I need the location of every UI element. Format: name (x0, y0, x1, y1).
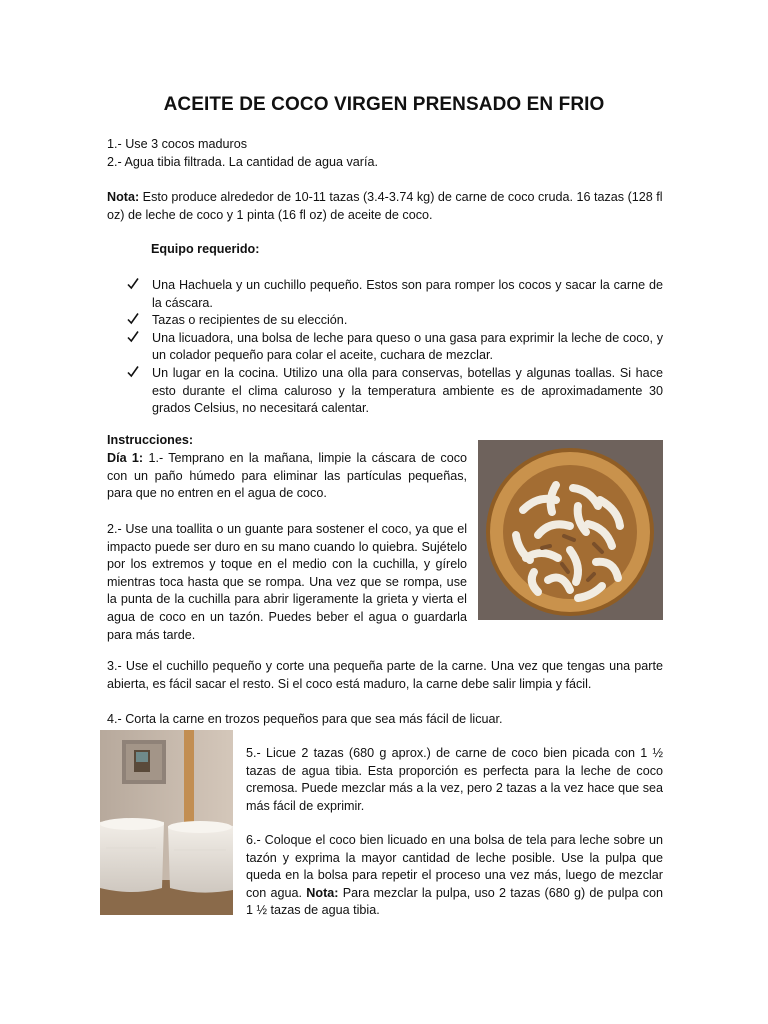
step-4: 4.- Corta la carne en trozos pequeños para que sea más fácil de licuar. (107, 712, 503, 726)
equipment-item (127, 330, 663, 365)
coconut-milk-photo (100, 730, 233, 915)
equipment-checklist (127, 277, 663, 418)
ingredient-2: 2.- Agua tibia filtrada. La cantidad de agua varía. (107, 154, 378, 169)
step-6-text: 6.- Coloque el coco bien licuado en una bolsa de tela para leche sobre un tazón y exprima la mayor cantidad de leche posible. Use la pulpa que queda en la bolsa para repetir el proceso una vez más, luego de mezclar con agua. (246, 833, 663, 900)
equipment-item-text: Una licuadora, una bolsa de leche para queso o una gasa para exprimir la leche de coco, y un colador pequeño para colar el aceite, cuchara de mezclar. (152, 330, 663, 363)
document-title: ACEITE DE COCO VIRGEN PRENSADO EN FRIO (163, 94, 605, 115)
equipment-item (127, 277, 663, 312)
check-icon (127, 312, 145, 331)
equipment-item (127, 365, 663, 418)
check-icon (127, 330, 145, 349)
equipment-heading: Equipo requerido: (151, 242, 260, 256)
step-6-note-label: Nota: (306, 885, 339, 900)
equipment-item-text: Tazas o recipientes de su elección. (152, 313, 348, 328)
step-6 (246, 832, 663, 920)
step-3: 3.- Use el cuchillo pequeño y corte una pequeña parte de la carne. Una vez que tengas una parte abierta, es fácil sacar el resto. Si el coco está maduro, la carne debe salir limpia y fácil. (107, 659, 663, 691)
step-1-text: 1.- Temprano en la mañana, limpie la cáscara de coco con un paño húmedo para eliminar las partículas pequeñas, para que no entren en el agua de coco. (107, 451, 468, 501)
ingredient-1: 1.- Use 3 cocos maduros (107, 137, 247, 151)
nota-label: Nota: (107, 190, 140, 204)
step-6-note-text: Para mezclar la pulpa, uso 2 tazas (680 g) de pulpa con 1 ½ tazas de agua tibia. (246, 885, 663, 918)
equipment-item-text: Un lugar en la cocina. Utilizo una olla para conservas, botellas y algunas toallas. Si hace esto durante el clima caluroso y la temperatura ambiente es de aproximadamente 30 grados Celsius, no necesitará calentar. (152, 365, 663, 416)
nota-paragraph (107, 189, 663, 224)
step-1 (107, 450, 467, 503)
step-5: 5.- Licue 2 tazas (680 g aprox.) de carne de coco bien picada con 1 ½ tazas de agua tibia. Esta proporción es perfecta para la leche de coco cremosa. Puede mezclar más a la vez, pero 2 tazas a la vez hace que sea más fácil de exprimir. (246, 746, 663, 813)
coconut-bowl-photo (478, 440, 663, 620)
equipment-item-text: Una Hachuela y un cuchillo pequeño. Estos son para romper los cocos y sacar la carne de la cáscara. (152, 278, 663, 310)
nota-text: Esto produce alrededor de 10-11 tazas (3.4-3.74 kg) de carne de coco cruda. 16 tazas (128 fl oz) de leche de coco y 1 pinta (16 fl oz) de aceite de coco. (107, 190, 663, 222)
ingredients-list (107, 136, 663, 171)
day-1-label: Día 1: (107, 451, 144, 465)
check-icon (127, 277, 145, 296)
instructions-heading: Instrucciones: (107, 433, 194, 447)
step-2: 2.- Use una toallita o un guante para sostener el coco, ya que el impacto puede ser duro en su mano cuando lo quiebra. Sujételo por los extremos y toque en el medio con la cuchilla, y gírelo mientras toca hasta que se rompa. Una vez que se rompa, use la punta de la cuchilla para abrir ligeramente la grieta y vierta el agua de coco en un tazón. Puedes beber el agua o guardarla para más tarde. (107, 522, 467, 642)
check-icon (127, 365, 145, 384)
equipment-item (127, 312, 663, 330)
